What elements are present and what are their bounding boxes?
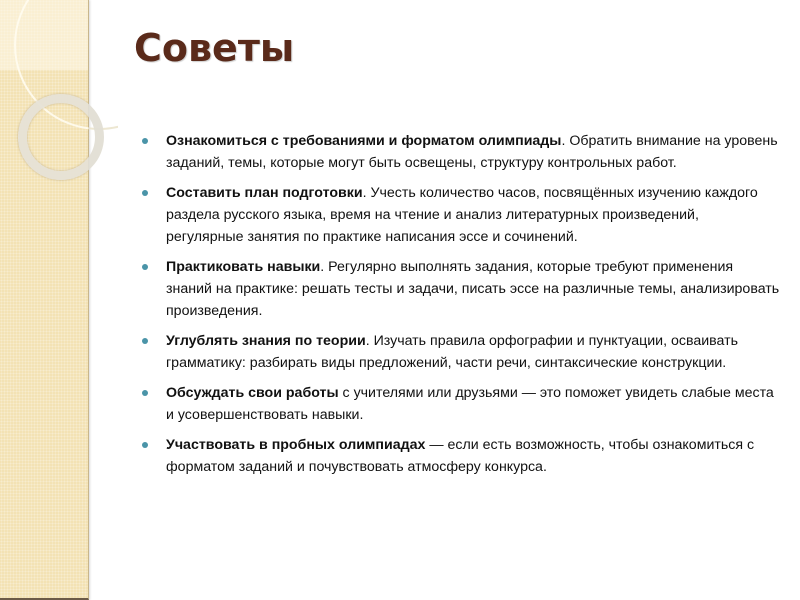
tip-item <box>140 330 780 374</box>
tip-heading: Практиковать навыки <box>166 259 321 275</box>
bullet-icon <box>142 264 148 270</box>
tip-text: . Учесть количество часов, посвящённых изучению каждого раздела русского языка, время на чтение и анализ литературных произведений, регулярные занятия по практике написания эссе и сочинений. <box>166 185 758 245</box>
tip-item <box>140 256 780 322</box>
tip-text: с учителями или друзьями — это поможет увидеть слабые места и усовершенствовать навыки. <box>166 385 774 423</box>
slide-title: Советы <box>134 26 295 70</box>
tips-list <box>140 130 780 486</box>
tip-text: — если есть возможность, чтобы ознакомиться с форматом заданий и почувствовать атмосферу конкурса. <box>166 437 755 475</box>
tip-heading: Составить план подготовки <box>166 185 363 201</box>
tip-item <box>140 130 780 174</box>
tip-text: . Изучать правила орфографии и пунктуации, осваивать грамматику: разбирать виды предложений, части речи, синтаксические конструкции. <box>166 333 739 371</box>
tip-text: . Обратить внимание на уровень заданий, темы, которые могут быть освещены, структуру контрольных работ. <box>166 133 778 171</box>
tip-heading: Обсуждать свои работы <box>166 385 339 401</box>
bullet-icon <box>142 190 148 196</box>
tip-item <box>140 382 780 426</box>
tip-item <box>140 182 780 248</box>
bullet-icon <box>142 138 148 144</box>
tip-heading: Участвовать в пробных олимпиадах <box>166 437 426 453</box>
bullet-icon <box>142 390 148 396</box>
decorative-sidebar <box>0 0 89 600</box>
decorative-ring-overflow <box>88 0 118 200</box>
tip-heading: Ознакомиться с требованиями и форматом олимпиады <box>166 133 562 149</box>
bullet-icon <box>142 338 148 344</box>
tip-text: . Регулярно выполнять задания, которые требуют применения знаний на практике: решать тесты и задачи, писать эссе на различные темы, анализировать произведения. <box>166 259 780 319</box>
tip-heading: Углублять знания по теории <box>166 333 366 349</box>
tip-item <box>140 434 780 478</box>
decorative-ring-small <box>18 94 89 180</box>
bullet-icon <box>142 442 148 448</box>
